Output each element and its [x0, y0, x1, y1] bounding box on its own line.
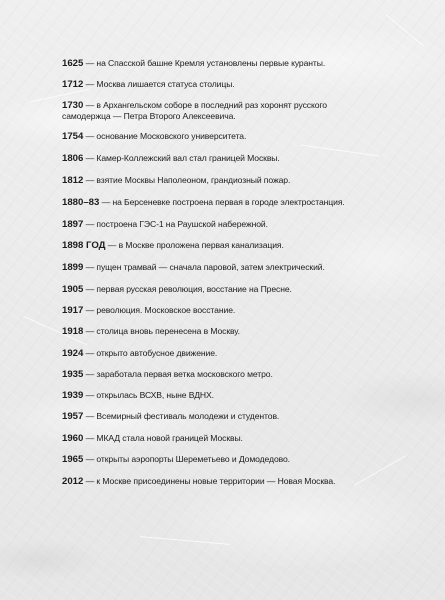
timeline-text: первая русская революция, восстание на Пресне. [96, 284, 292, 294]
timeline-dash: — [83, 476, 97, 486]
timeline-year: 1918 [62, 326, 84, 337]
timeline-entry [62, 100, 362, 123]
timeline-dash: — [83, 79, 97, 89]
timeline-dash: — [83, 348, 97, 358]
timeline-text: в Москве проложена первая канализация. [118, 240, 284, 250]
timeline-text: построена ГЭС-1 на Раушской набережной. [96, 219, 268, 229]
timeline-dash: — [83, 369, 97, 379]
timeline-year: 1712 [62, 79, 84, 90]
timeline-text: революция. Московское восстание. [96, 305, 236, 315]
timeline-year: 1898 ГОД [62, 240, 106, 251]
paper-fiber [386, 14, 425, 47]
timeline-entry [62, 153, 392, 164]
timeline-entry [62, 369, 392, 380]
timeline-year: 1905 [62, 284, 84, 295]
timeline-dash: — [83, 153, 97, 163]
timeline-text: Москва лишается статуса столицы. [96, 79, 235, 89]
timeline-dash: — [83, 219, 97, 229]
timeline-entry [62, 219, 392, 230]
timeline-dash: — [83, 131, 97, 141]
timeline-year: 1899 [62, 262, 84, 273]
timeline-entry [62, 240, 392, 251]
timeline-dash: — [83, 100, 97, 110]
timeline-year: 2012 [62, 476, 84, 487]
timeline-entry [62, 390, 392, 401]
timeline-entry [62, 326, 392, 337]
timeline-entry [62, 305, 392, 316]
timeline-text: открыты аэропорты Шереметьево и Домодедово. [96, 454, 290, 464]
timeline-dash: — [83, 326, 97, 336]
timeline-entry [62, 433, 392, 444]
timeline-dash: — [83, 175, 97, 185]
timeline-year: 1625 [62, 58, 84, 69]
timeline-entry [62, 79, 392, 90]
timeline-year: 1754 [62, 131, 84, 142]
timeline-entry [62, 58, 392, 69]
timeline-text: основание Московского университета. [96, 131, 247, 141]
timeline-dash: — [83, 433, 97, 443]
timeline-entry [62, 284, 392, 295]
timeline-text: пущен трамвай — сначала паровой, затем электрический. [96, 262, 325, 272]
timeline-dash: — [83, 305, 97, 315]
timeline-entry [62, 175, 392, 186]
timeline-text: к Москве присоединены новые территории — Новая Москва. [96, 476, 336, 486]
timeline-text: МКАД стала новой границей Москвы. [96, 433, 243, 443]
timeline-text: на Спасской башне Кремля установлены первые куранты. [96, 58, 326, 68]
timeline-year: 1960 [62, 433, 84, 444]
timeline-text: Всемирный фестиваль молодежи и студентов. [96, 411, 280, 421]
timeline-dash: — [99, 197, 113, 207]
timeline-text: столица вновь перенесена в Москву. [96, 326, 240, 336]
timeline-text: открыто автобусное движение. [96, 348, 218, 358]
timeline-dash: — [83, 411, 97, 421]
timeline-text: в Архангельском соборе в последний раз хоронят русского самодержца — Петра Второго Алексеевича. [62, 100, 327, 122]
timeline-entry [62, 348, 392, 359]
paper-fiber [140, 536, 230, 545]
timeline-text: Камер-Коллежский вал стал границей Москвы. [96, 153, 280, 163]
timeline-year: 1812 [62, 175, 84, 186]
timeline-text: на Берсеневке построена первая в городе электростанция. [112, 197, 345, 207]
timeline-dash: — [83, 58, 97, 68]
timeline-dash: — [83, 390, 97, 400]
timeline-year: 1939 [62, 390, 84, 401]
timeline-year: 1806 [62, 153, 84, 164]
timeline-entry [62, 262, 392, 273]
timeline-dash: — [105, 240, 119, 250]
timeline-text: открылась ВСХВ, ныне ВДНХ. [96, 390, 214, 400]
timeline-year: 1935 [62, 369, 84, 380]
timeline-year: 1917 [62, 305, 84, 316]
timeline-entry [62, 197, 392, 208]
timeline-year: 1880–83 [62, 197, 100, 208]
timeline-year: 1897 [62, 219, 84, 230]
timeline-dash: — [83, 284, 97, 294]
timeline-year: 1957 [62, 411, 84, 422]
timeline-year: 1730 [62, 100, 84, 111]
timeline-text: заработала первая ветка московского метро. [96, 369, 273, 379]
timeline-text: взятие Москвы Наполеоном, грандиозный пожар. [96, 175, 291, 185]
timeline-dash: — [83, 262, 97, 272]
timeline-entry [62, 454, 392, 465]
timeline-entry [62, 131, 392, 142]
timeline-year: 1924 [62, 348, 84, 359]
timeline-year: 1965 [62, 454, 84, 465]
timeline-entry [62, 411, 392, 422]
timeline-entry [62, 476, 392, 487]
timeline-dash: — [83, 454, 97, 464]
